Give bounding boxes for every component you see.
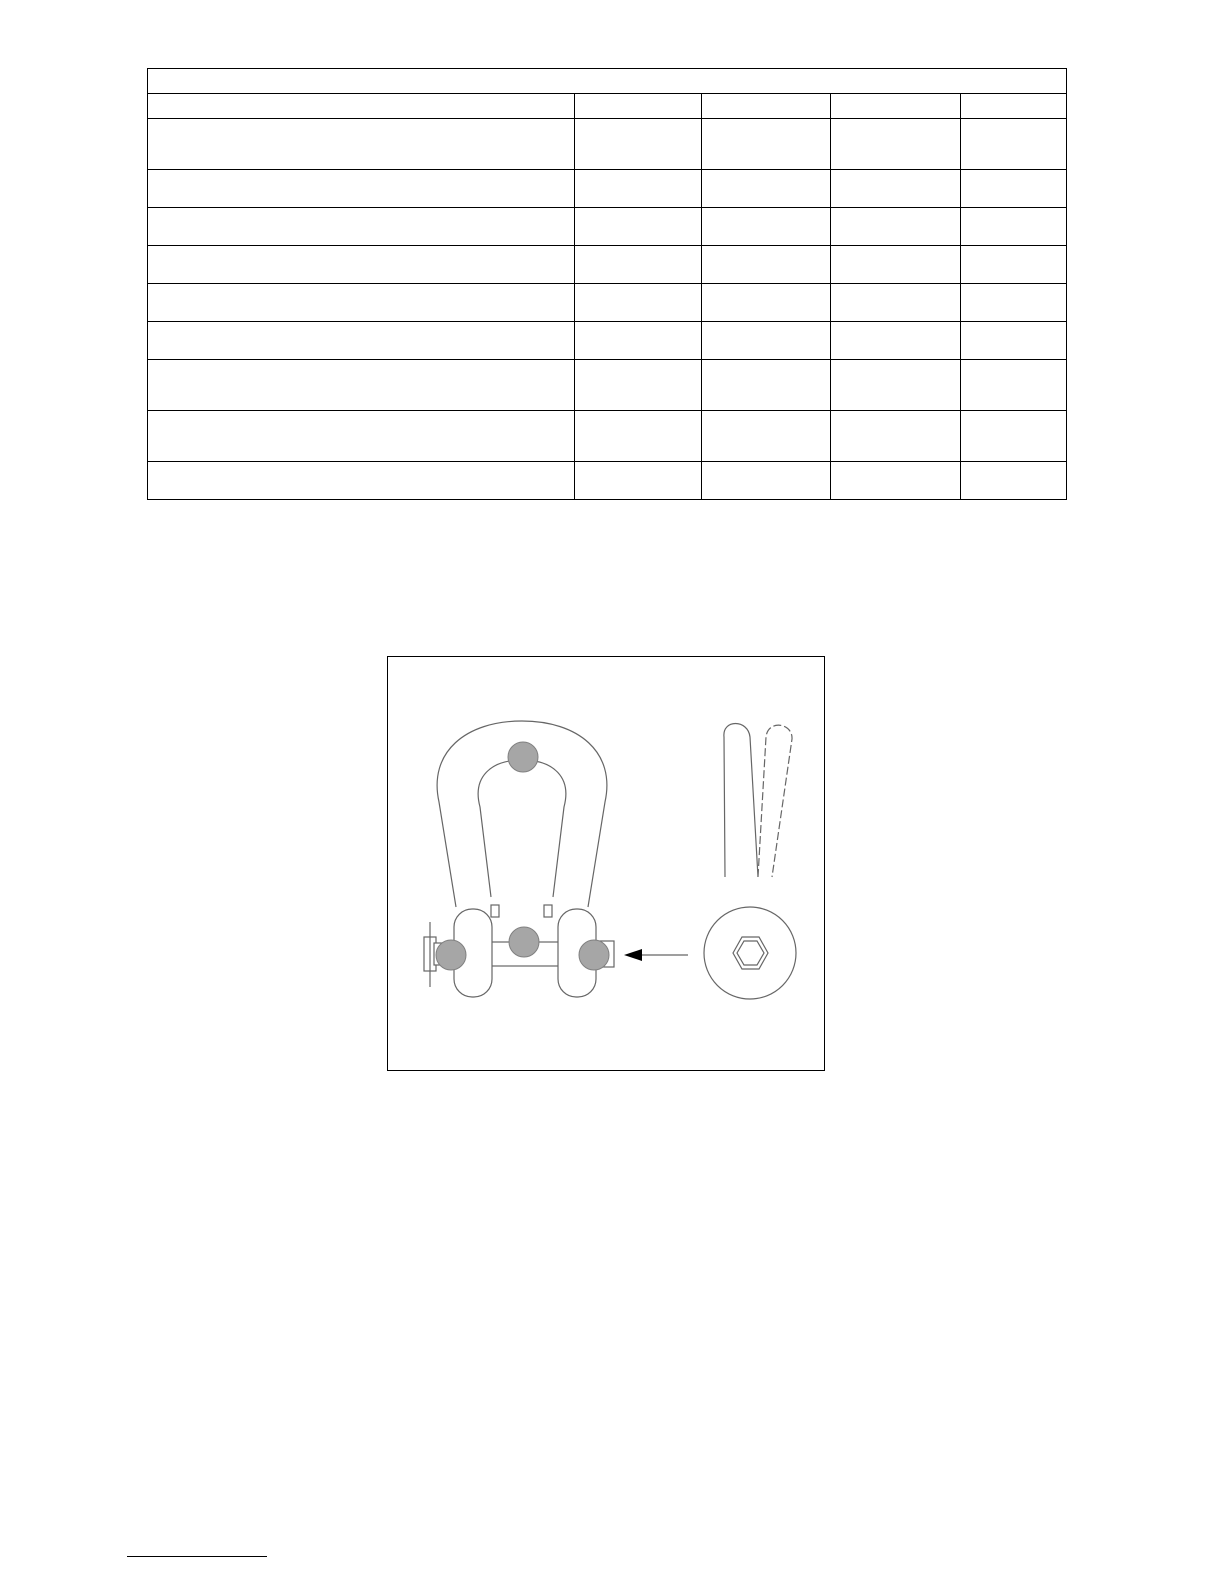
table-row [148, 246, 1067, 284]
table-cell [575, 411, 702, 462]
table-cell [831, 246, 961, 284]
table-cell [831, 208, 961, 246]
table-row [148, 170, 1067, 208]
table-cell [702, 411, 831, 462]
table-cell [831, 360, 961, 411]
table-cell [575, 119, 702, 170]
table-header-cell [575, 94, 702, 119]
table-row [148, 208, 1067, 246]
table-cell [575, 208, 702, 246]
marker-ear-right [579, 940, 609, 970]
pin-side-arm-right [758, 725, 792, 877]
table-cell [961, 246, 1067, 284]
table-cell [148, 360, 575, 411]
table-header-cell [831, 94, 961, 119]
table-cell [702, 322, 831, 360]
table-cell [961, 208, 1067, 246]
table-cell [831, 411, 961, 462]
table-cell [148, 322, 575, 360]
pin-side-arm-left [724, 724, 758, 878]
table-cell [702, 360, 831, 411]
table-cell [575, 246, 702, 284]
table-cell [831, 322, 961, 360]
table-cell [702, 284, 831, 322]
table-cell [831, 119, 961, 170]
table-cell [961, 462, 1067, 500]
table-row [148, 322, 1067, 360]
footnote-rule [127, 1556, 267, 1557]
table-row [148, 360, 1067, 411]
table-row [148, 462, 1067, 500]
table-header-cell [961, 94, 1067, 119]
table-cell [575, 322, 702, 360]
marker-bow-top [508, 742, 538, 772]
table-cell [961, 284, 1067, 322]
table-header-row [148, 94, 1067, 119]
table-cell [961, 119, 1067, 170]
table-cell [148, 208, 575, 246]
shackle-pin-side-view [704, 724, 796, 1000]
data-table [147, 68, 1067, 500]
table-cell [575, 360, 702, 411]
shackle-drawing [388, 657, 826, 1072]
table-header-cell [702, 94, 831, 119]
table-cell [148, 170, 575, 208]
table-cell [702, 462, 831, 500]
table-row [148, 284, 1067, 322]
table-cell [831, 170, 961, 208]
table-cell [575, 284, 702, 322]
table-cell [148, 119, 575, 170]
table-cell [148, 284, 575, 322]
table-cell [575, 170, 702, 208]
table-cell [702, 119, 831, 170]
table-row [148, 411, 1067, 462]
marker-pin-center [509, 927, 539, 957]
table-cell [148, 411, 575, 462]
table-cell [148, 462, 575, 500]
table-cell [831, 284, 961, 322]
table-title-row [148, 69, 1067, 94]
table-cell [831, 462, 961, 500]
table-row [148, 119, 1067, 170]
shackle-lug-left [491, 905, 499, 917]
table-cell [702, 246, 831, 284]
arrow-icon [624, 949, 688, 961]
table-cell [961, 411, 1067, 462]
shackle-figure [387, 656, 825, 1071]
table-cell [961, 322, 1067, 360]
table-title-cell [148, 69, 1067, 94]
shackle-bow-inner [478, 760, 566, 897]
table-cell [702, 170, 831, 208]
table-cell [148, 246, 575, 284]
table-header-cell [148, 94, 575, 119]
table-cell [961, 170, 1067, 208]
shackle-lug-right [544, 905, 552, 917]
table-cell [702, 208, 831, 246]
table-cell [575, 462, 702, 500]
marker-ear-left [436, 940, 466, 970]
table-cell [961, 360, 1067, 411]
